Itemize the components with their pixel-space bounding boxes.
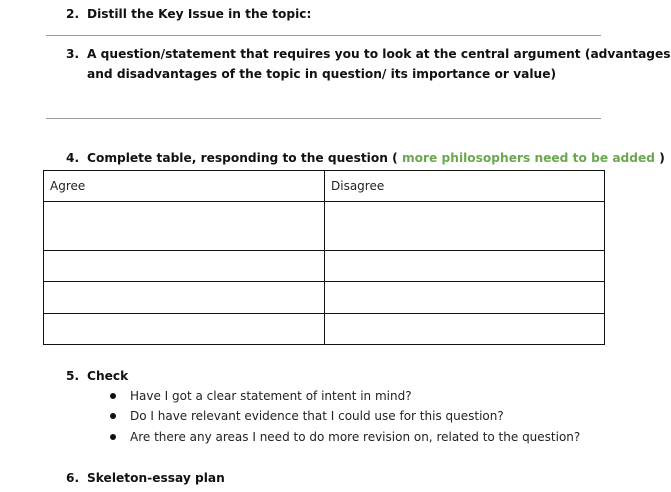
table-row (44, 251, 605, 282)
table-cell[interactable] (325, 251, 605, 282)
check-bullet (110, 406, 504, 426)
table-header-row (44, 171, 605, 202)
table-cell[interactable] (44, 314, 325, 345)
item-5-heading (66, 366, 128, 386)
answer-line (46, 118, 601, 119)
table-cell[interactable] (44, 282, 325, 314)
bullet-icon (110, 434, 116, 440)
agree-disagree-table (43, 170, 605, 345)
answer-line (46, 35, 601, 36)
table-row (44, 202, 605, 251)
item-text (87, 44, 671, 84)
item-close-paren: ) (659, 151, 665, 165)
item-text-main: Complete table, responding to the question ( (87, 151, 398, 165)
item-3-heading (66, 44, 671, 84)
table-cell[interactable] (325, 282, 605, 314)
item-text: Distill the Key Issue in the topic: (87, 7, 312, 21)
bullet-text: Do I have relevant evidence that I could use for this question? (130, 409, 504, 423)
item-6-heading (66, 468, 225, 488)
check-bullet (110, 386, 412, 406)
item-text (87, 148, 665, 168)
item-4-heading (66, 148, 665, 168)
item-text-line1: A question/statement that requires you to look at the central argument (advantages (87, 47, 671, 61)
bullet-text: Are there any areas I need to do more revision on, related to the question? (130, 430, 581, 444)
check-bullet (110, 427, 580, 447)
table-cell[interactable] (44, 202, 325, 251)
item-2-heading (66, 4, 311, 24)
bullet-icon (110, 393, 116, 399)
table-cell[interactable] (44, 251, 325, 282)
bullet-text: Have I got a clear statement of intent in mind? (130, 389, 412, 403)
table-row (44, 314, 605, 345)
item-number: 3. (66, 47, 80, 61)
table-cell[interactable] (325, 314, 605, 345)
item-number: 4. (66, 151, 80, 165)
item-text: Skeleton-essay plan (87, 471, 225, 485)
table-row (44, 282, 605, 314)
table-cell[interactable] (325, 202, 605, 251)
item-text: Check (87, 369, 129, 383)
item-number: 6. (66, 471, 80, 485)
item-note: more philosophers need to be added (401, 151, 655, 165)
header-disagree: Disagree (325, 171, 605, 202)
bullet-icon (110, 413, 116, 419)
item-text-line2: and disadvantages of the topic in question/ its importance or value) (87, 67, 557, 81)
header-agree: Agree (44, 171, 325, 202)
item-number: 5. (66, 369, 80, 383)
item-number: 2. (66, 7, 80, 21)
